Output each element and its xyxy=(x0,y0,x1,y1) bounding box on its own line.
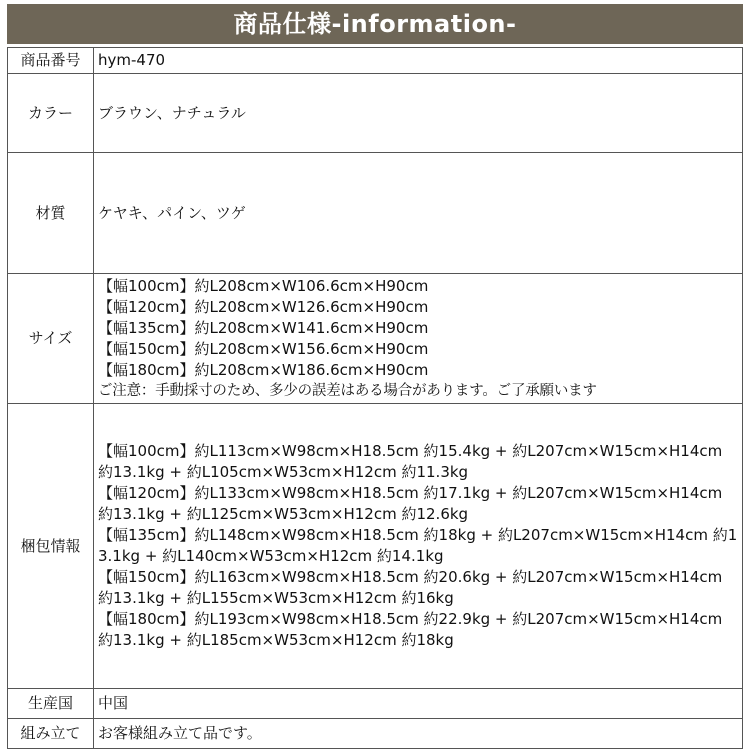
value-material: ケヤキ、パイン、ツゲ xyxy=(94,153,743,274)
row-color xyxy=(8,74,743,153)
label-color: カラー xyxy=(8,74,94,153)
label-material: 材質 xyxy=(8,153,94,274)
value-assembly: お客様組み立て品です。 xyxy=(94,719,743,749)
value-color: ブラウン、ナチュラル xyxy=(94,74,743,153)
row-size xyxy=(8,274,743,404)
value-product-number: hym-470 xyxy=(94,48,743,74)
label-origin: 生産国 xyxy=(8,689,94,719)
packaging-entry: 【幅100cm】約L113cm×W98cm×H18.5cm 約15.4kg + 約L207cm×W15cm×H14cm 約13.1kg + 約L105cm×W53cm×H12cm 約11.3kg xyxy=(98,442,723,481)
packaging-entry: 【幅180cm】約L193cm×W98cm×H18.5cm 約22.9kg + 約L207cm×W15cm×H14cm 約13.1kg + 約L185cm×W53cm×H12cm 約18kg xyxy=(98,610,723,649)
value-packaging xyxy=(94,404,743,689)
size-line: 【幅120cm】約L208cm×W126.6cm×H90cm xyxy=(98,297,429,316)
size-line: 【幅100cm】約L208cm×W106.6cm×H90cm xyxy=(98,276,429,295)
label-packaging: 梱包情報 xyxy=(8,404,94,689)
page-title: 商品仕様-information- xyxy=(7,4,743,44)
size-line: 【幅135cm】約L208cm×W141.6cm×H90cm xyxy=(98,318,429,337)
size-note: ご注意：手動採寸のため、多少の誤差はある場合があります。ご了承願います xyxy=(98,382,597,399)
packaging-entry: 【幅150cm】約L163cm×W98cm×H18.5cm 約20.6kg + 約L207cm×W15cm×H14cm 約13.1kg + 約L155cm×W53cm×H12cm 約16kg xyxy=(98,568,723,607)
spec-table xyxy=(7,47,743,749)
row-product-number xyxy=(8,48,743,74)
row-assembly xyxy=(8,719,743,749)
label-assembly: 組み立て xyxy=(8,719,94,749)
size-line: 【幅180cm】約L208cm×W186.6cm×H90cm xyxy=(98,360,429,379)
row-material xyxy=(8,153,743,274)
label-size: サイズ xyxy=(8,274,94,404)
label-product-number: 商品番号 xyxy=(8,48,94,74)
row-packaging xyxy=(8,404,743,689)
packaging-entry: 【幅135cm】約L148cm×W98cm×H18.5cm 約18kg + 約L207cm×W15cm×H14cm 約13.1kg + 約L140cm×W53cm×H12cm 約14.1kg xyxy=(98,526,738,565)
value-origin: 中国 xyxy=(94,689,743,719)
size-line: 【幅150cm】約L208cm×W156.6cm×H90cm xyxy=(98,339,429,358)
packaging-entry: 【幅120cm】約L133cm×W98cm×H18.5cm 約17.1kg + 約L207cm×W15cm×H14cm 約13.1kg + 約L125cm×W53cm×H12cm 約12.6kg xyxy=(98,484,723,523)
value-size xyxy=(94,274,743,404)
row-origin xyxy=(8,689,743,719)
